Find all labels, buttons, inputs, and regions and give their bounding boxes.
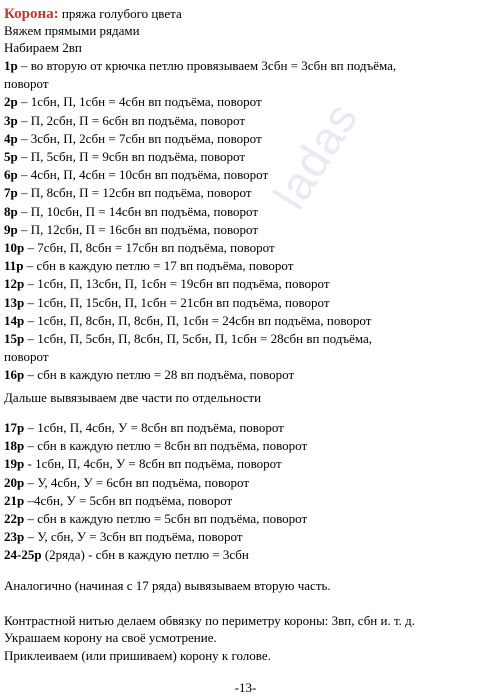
title-rest: пряжа голубого цвета: [58, 6, 182, 21]
title-word: Корона:: [4, 6, 59, 22]
row-instruction: – 1сбн, П, 8сбн, П, 8сбн, П, 1сбн = 24сбн вп подъёма, поворот: [24, 312, 372, 328]
row-instruction: – 3сбн, П, 2сбн = 7сбн вп подъёма, поворот: [17, 130, 262, 146]
row-number: 10р: [4, 240, 25, 255]
pattern-row: [4, 185, 252, 201]
pattern-row: [4, 529, 243, 545]
row-number: 6р: [4, 167, 18, 183]
row-instruction: – 1сбн, П, 15сбн, П, 1сбн = 21сбн вп подъёма, поворот: [24, 294, 330, 310]
row-number: 8р: [4, 203, 18, 219]
row-instruction: - 1сбн, П, 4сбн, У = 8сбн вп подъёма, поворот: [24, 456, 282, 472]
pattern-row: [4, 76, 49, 92]
row-number: 22р: [4, 511, 25, 526]
row-number: 24-25р: [4, 547, 42, 563]
row-number: 19р: [4, 456, 25, 472]
row-number: 12р: [4, 276, 25, 292]
pattern-row: [4, 313, 371, 329]
row-number: 13р: [4, 294, 25, 310]
row-instruction: – П, 10сбн, П = 14сбн вп подъёма, поворот: [17, 203, 259, 219]
title-line: [4, 6, 182, 22]
row-instruction: – 1сбн, П, 4сбн, У = 8сбн вп подъёма, поворот: [24, 420, 284, 435]
row-number: 23р: [4, 529, 25, 545]
row-instruction: – сбн в каждую петлю = 28 вп подъёма, поворот: [24, 367, 295, 383]
row-instruction: –4сбн, У = 5сбн вп подъёма, поворот: [24, 492, 233, 508]
row-instruction: – сбн в каждую петлю = 5сбн вп подъёма, поворот: [24, 511, 308, 526]
pattern-row: [4, 475, 249, 491]
watermark: ladas: [262, 93, 368, 219]
paragraph-2-line-3: Приклеиваем (или пришиваем) корону к голове.: [4, 648, 271, 663]
pattern-row: [4, 113, 245, 129]
pattern-row: [4, 349, 49, 365]
pattern-row: [4, 167, 268, 183]
pattern-row: [4, 222, 258, 238]
row-instruction: (2ряда) - сбн в каждую петлю = 3сбн: [41, 547, 249, 563]
pattern-row: [4, 58, 396, 74]
row-number: 1р: [4, 58, 18, 73]
row-number: 7р: [4, 185, 18, 201]
pattern-row: [4, 295, 330, 311]
row-number: 3р: [4, 112, 18, 128]
row-number: 9р: [4, 221, 18, 237]
row-number: 15р: [4, 331, 25, 346]
row-number: 16р: [4, 367, 25, 383]
row-instruction: – П, 5сбн, П = 9сбн вп подъёма, поворот: [17, 149, 246, 164]
paragraph-2-line-1: Контрастной нитью делаем обвязку по периметру короны: 3вп, сбн и. т. д.: [4, 613, 416, 628]
row-number: 20р: [4, 474, 25, 490]
pattern-row: [4, 94, 262, 110]
row-instruction: – 4сбн, П, 4сбн = 10сбн вп подъёма, поворот: [17, 167, 269, 183]
pattern-row: [4, 493, 232, 509]
row-instruction: – 1сбн, П, 1сбн = 4сбн вп подъёма, поворот: [17, 94, 262, 110]
row-instruction: – сбн в каждую петлю = 8сбн вп подъёма, поворот: [24, 438, 308, 454]
intro-line-1: Вяжем прямыми рядами: [4, 23, 140, 38]
pattern-row: [4, 511, 307, 527]
row-instruction: – 7сбн, П, 8сбн = 17сбн вп подъёма, поворот: [24, 240, 275, 255]
row-instruction: поворот: [4, 349, 49, 365]
row-number: 2р: [4, 94, 18, 110]
row-number: 18р: [4, 438, 25, 454]
row-instruction: – У, 4сбн, У = 6сбн вп подъёма, поворот: [24, 474, 250, 490]
row-instruction: – сбн в каждую петлю = 17 вп подъёма, поворот: [23, 258, 294, 274]
page-number: -13-: [234, 680, 257, 695]
pattern-row: [4, 240, 275, 256]
row-instruction: – 1сбн, П, 13сбн, П, 1сбн = 19сбн вп подъёма, поворот: [24, 276, 330, 292]
pattern-row: [4, 456, 282, 472]
pattern-row: [4, 438, 307, 454]
row-instruction: – П, 12сбн, П = 16сбн вп подъёма, поворот: [17, 221, 259, 237]
row-instruction: поворот: [4, 76, 49, 92]
row-instruction: – П, 2сбн, П = 6сбн вп подъёма, поворот: [17, 112, 246, 128]
row-number: 14р: [4, 312, 25, 328]
section2-intro: Дальше вывязываем две части по отдельности: [4, 390, 262, 405]
row-number: 11р: [4, 258, 24, 274]
intro-line-2: Набираем 2вп: [4, 40, 82, 55]
row-number: 5р: [4, 149, 18, 164]
row-instruction: – 1сбн, П, 5сбн, П, 8сбн, П, 5сбн, П, 1сбн = 28сбн вп подъёма,: [24, 331, 373, 346]
pattern-row: [4, 131, 262, 147]
paragraph-1: Аналогично (начиная с 17 ряда) вывязываем вторую часть.: [4, 578, 331, 593]
pattern-row: [4, 204, 258, 220]
pattern-row: [4, 276, 330, 292]
row-number: 21р: [4, 492, 25, 508]
row-instruction: – У, сбн, У = 3сбн вп подъёма, поворот: [24, 529, 243, 545]
pattern-row: [4, 547, 249, 563]
pattern-row: [4, 420, 284, 436]
row-number: 17р: [4, 420, 25, 435]
pattern-row: [4, 258, 293, 274]
row-instruction: – П, 8сбн, П = 12сбн вп подъёма, поворот: [17, 185, 252, 201]
pattern-row: [4, 331, 372, 347]
pattern-row: [4, 367, 294, 383]
pattern-row: [4, 149, 245, 165]
row-number: 4р: [4, 130, 18, 146]
row-instruction: – во вторую от крючка петлю провязываем 3сбн = 3сбн вп подъёма,: [17, 58, 397, 73]
paragraph-2-line-2: Украшаем корону на своё усмотрение.: [4, 630, 217, 645]
